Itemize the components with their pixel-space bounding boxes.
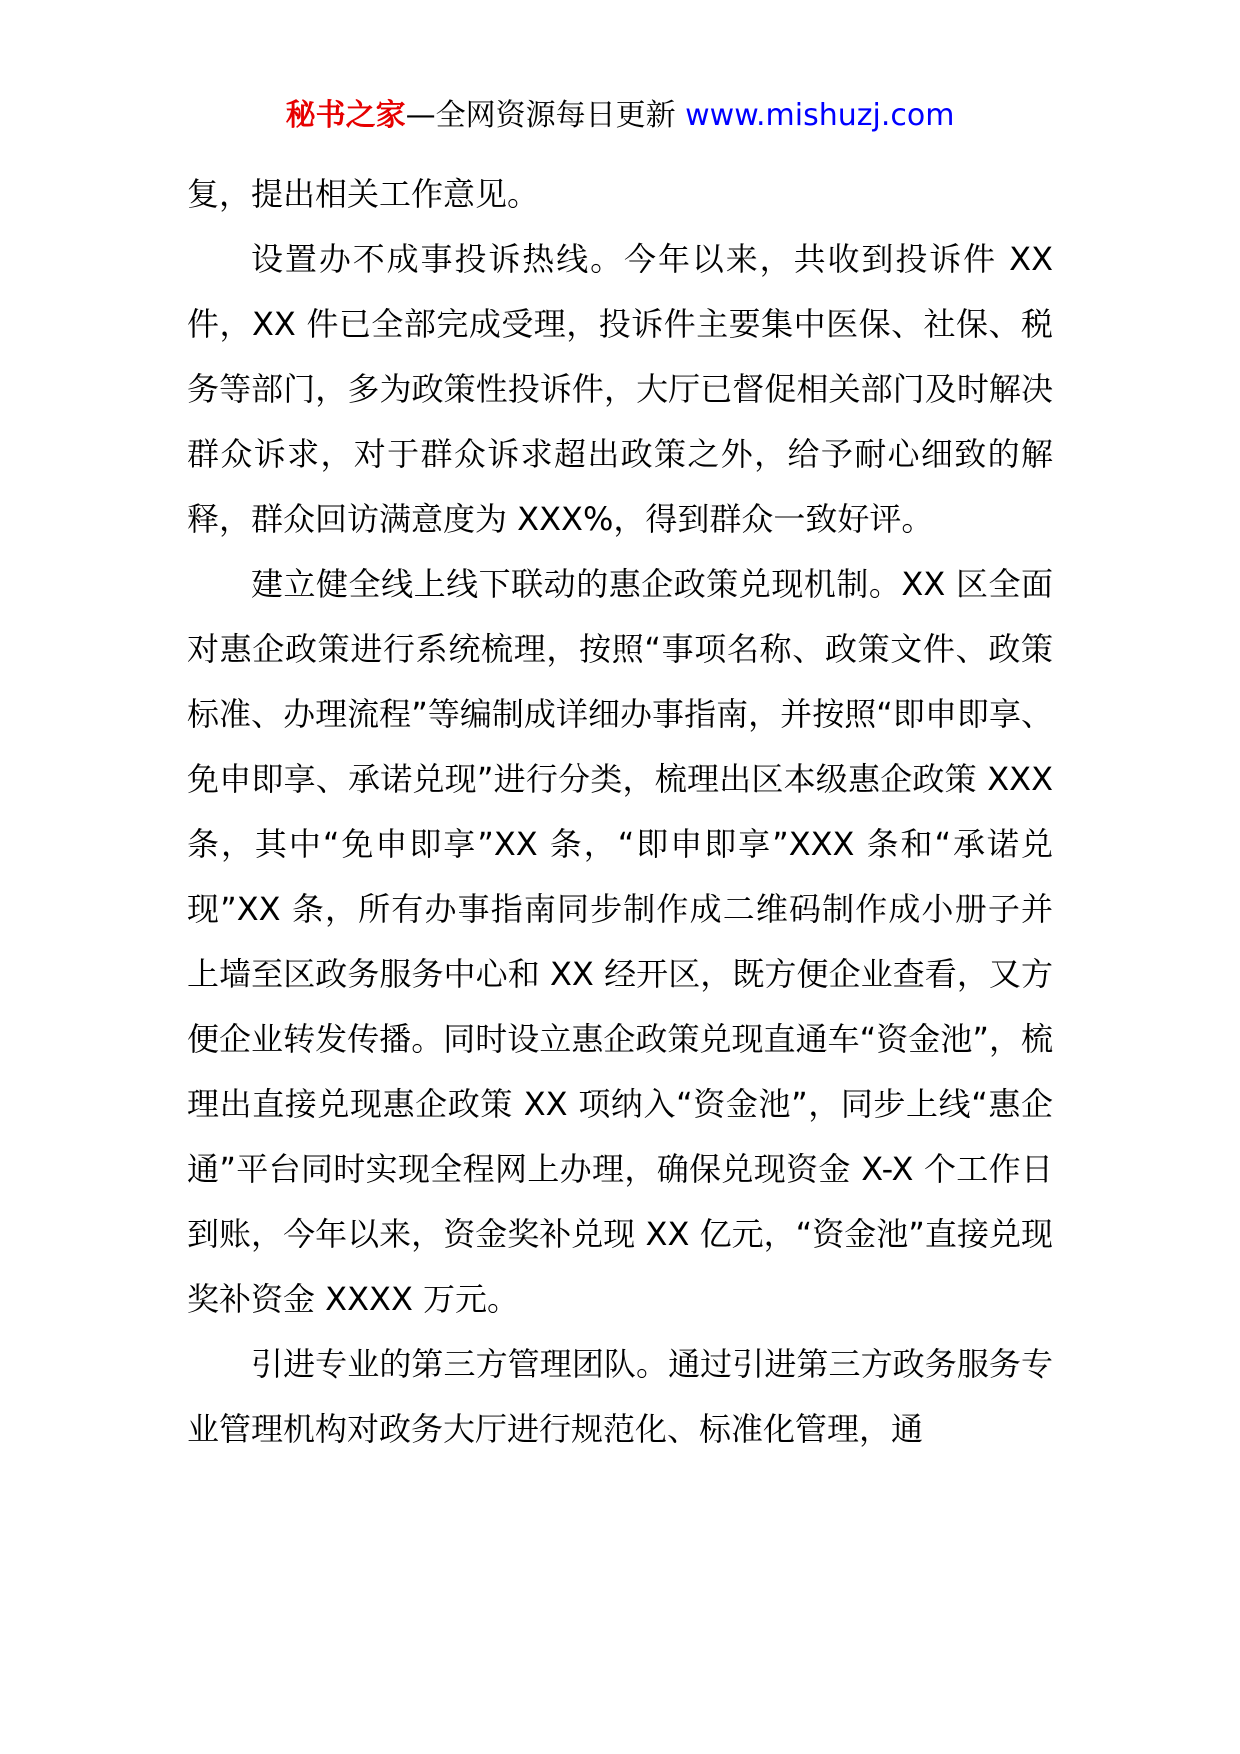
paragraph-third-party-team: 引进专业的第三方管理团队。通过引进第三方政务服务专业管理机构对政务大厅进行规范化、标准化管理，通 [187, 1345, 1053, 1448]
site-tagline: —全网资源每日更新 [405, 98, 686, 133]
document-body [187, 162, 1053, 1462]
site-url-link[interactable]: www.mishuzj.com [685, 98, 955, 133]
site-header [0, 96, 1240, 136]
site-brand: 秘书之家 [285, 98, 406, 133]
paragraph-policy-mechanism: 建立健全线上线下联动的惠企政策兑现机制。XX 区全面对惠企政策进行系统梳理，按照“事项名称、政策文件、政策标准、办理流程”等编制成详细办事指南，并按照“即申即享、免申即享、承诺兑现”进行分类，梳理出区本级惠企政策 XXX 条，其中“免申即享”XX 条，“即申即享”XXX 条和“承诺兑现”XX 条，所有办事指南同步制作成二维码制作成小册子并上墙至区政务服务中心和 XX 经开区，既方便企业查看，又方便企业转发传播。同时设立惠企政策兑现直通车“资金池”，梳理出直接兑现惠企政策 XX 项纳入“资金池”，同步上线“惠企通”平台同时实现全程网上办理，确保兑现资金 X-X 个工作日到账，今年以来，资金奖补兑现 XX 亿元，“资金池”直接兑现奖补资金 XXXX 万元。 [187, 565, 1053, 1318]
paragraph-continuation: 复，提出相关工作意见。 [187, 175, 540, 213]
paragraph-complaint-hotline: 设置办不成事投诉热线。今年以来，共收到投诉件 XX 件，XX 件已全部完成受理，投诉件主要集中医保、社保、税务等部门，多为政策性投诉件，大厅已督促相关部门及时解决群众诉求，对于群众诉求超出政策之外，给予耐心细致的解释，群众回访满意度为 XXX%，得到群众一致好评。 [187, 240, 1053, 538]
